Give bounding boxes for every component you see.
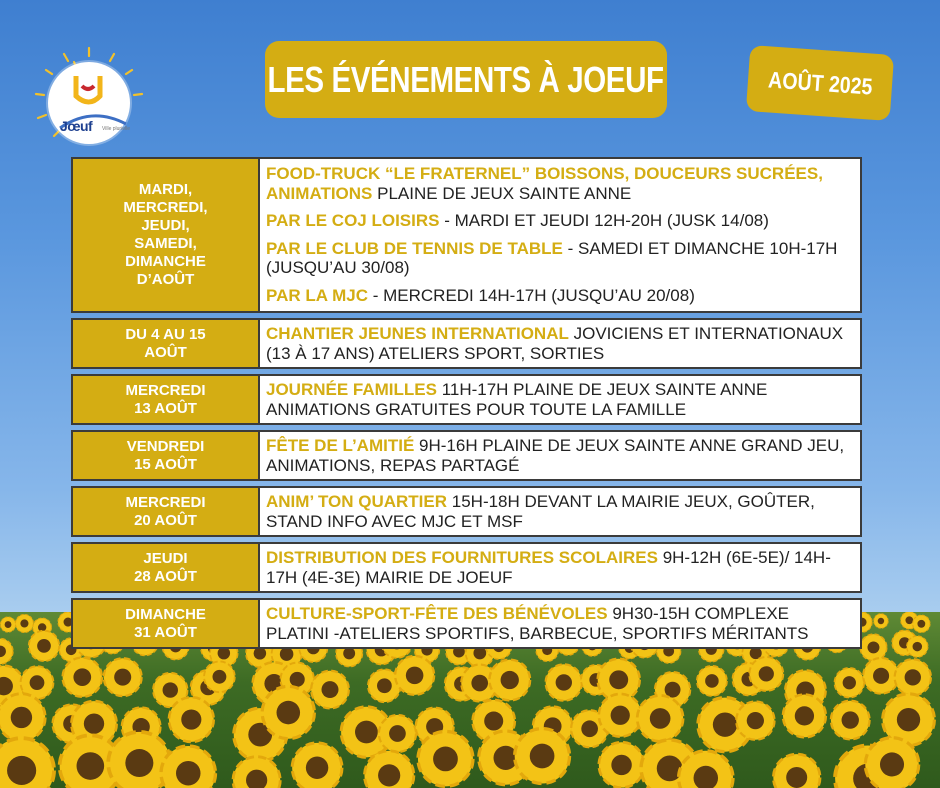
event-row-summer-activities <box>71 157 862 313</box>
event-details <box>258 159 860 311</box>
sunflower <box>0 617 15 632</box>
event-details <box>258 320 860 367</box>
sunflower <box>0 694 45 742</box>
event-details <box>258 488 860 535</box>
event-text: 11H-17H PLAINE DE JEUX SAINTE ANNE ANIMATIONS GRATUITES POUR TOUTE LA FAMILLE <box>266 380 768 419</box>
sunflower <box>835 668 865 698</box>
page-title: LES ÉVÉNEMENTS À JOEUF <box>267 58 665 100</box>
sunflower <box>0 738 54 788</box>
event-row-fournitures <box>71 542 862 593</box>
event-title: PAR LA MJC <box>266 285 368 305</box>
event-title: ANIM’ TON QUARTIER <box>266 492 448 511</box>
sunflower <box>637 695 683 741</box>
event-text: 9H-16H PLAINE DE JEUX SAINTE ANNE GRAND JEU, ANIMATIONS, REPAS PARTAGÉ <box>266 436 845 475</box>
event-row-chantier <box>71 318 862 369</box>
sunflower <box>0 639 13 664</box>
event-row-fete-amitie <box>71 430 862 481</box>
event-line-tennis <box>266 239 852 278</box>
event-details <box>258 376 860 423</box>
event-text: - MERCREDI 14H-17H (JUSQU’AU 20/08) <box>368 285 695 305</box>
date-badge <box>746 45 894 121</box>
event-date: DIMANCHE 31 AOÛT <box>73 600 258 647</box>
sunflower <box>311 671 349 709</box>
event-row-benevoles <box>71 598 862 649</box>
logo-text: Jœuf <box>60 118 93 134</box>
sunflower <box>292 743 342 788</box>
event-date: MERCREDI 20 AOÛT <box>73 488 258 535</box>
sunflower <box>233 757 280 788</box>
sunflower <box>515 729 570 784</box>
event-details <box>258 432 860 479</box>
sunflower <box>679 751 733 788</box>
event-text: JOVICIENS ET INTERNATIONAUX (13 À 17 ANS) ATELIERS SPORT, SORTIES <box>266 324 844 363</box>
sunflower <box>104 658 142 696</box>
sunflower <box>895 659 931 695</box>
event-line-coj <box>266 211 852 231</box>
sunflower <box>63 657 102 696</box>
sunflower <box>29 631 59 661</box>
sunflower <box>169 697 214 742</box>
sunflower <box>736 701 774 739</box>
event-date: DU 4 AU 15 AOÛT <box>73 320 258 367</box>
date-badge-text: AOÛT 2025 <box>767 65 873 100</box>
sunflower <box>262 686 314 738</box>
sunflower <box>907 636 928 657</box>
sunflower <box>204 661 235 692</box>
event-details <box>258 544 860 591</box>
sunflower <box>599 742 644 787</box>
event-title: DISTRIBUTION DES FOURNITURES SCOLAIRES <box>266 548 658 567</box>
event-date: VENDREDI 15 AOÛT <box>73 432 258 479</box>
joeuf-logo <box>26 40 144 144</box>
sunflower <box>161 746 215 788</box>
sunflower <box>773 754 820 788</box>
sunflower <box>874 614 888 628</box>
sunflower <box>489 660 530 701</box>
event-text: - MARDI ET JEUDI 12H-20H (JUSK 14/08) <box>439 211 769 230</box>
sunflower <box>365 751 414 788</box>
events-list <box>71 157 862 654</box>
event-title: CULTURE-SPORT-FÊTE DES BÉNÉVOLES <box>266 604 608 623</box>
event-text: 15H-18H DEVANT LA MAIRIE JEUX, GOÛTER, STAND INFO AVEC MJC ET MSF <box>266 492 815 531</box>
event-text: 9H30-15H COMPLEXE PLATINI -ATELIERS SPORTIFS, BARBECUE, SPORTIFS MÉRITANTS <box>266 604 809 643</box>
event-date: MERCREDI 13 AOÛT <box>73 376 258 423</box>
event-title: JOURNÉE FAMILLES <box>266 380 437 399</box>
event-text: - SAMEDI ET DIMANCHE 10H-17H (JUSQU’AU 30/08) <box>266 238 838 277</box>
sunflower <box>599 694 642 737</box>
sunflower <box>749 657 783 691</box>
event-row-anim-quartier <box>71 486 862 537</box>
event-title: CHANTIER JEUNES INTERNATIONAL <box>266 324 569 343</box>
sunflower <box>395 656 434 695</box>
sunflower <box>697 666 727 696</box>
event-title: FOOD-TRUCK “LE FRATERNEL” BOISSONS, DOUCEURS SUCRÉES, ANIMATIONS <box>266 164 823 203</box>
title-banner <box>265 41 667 118</box>
event-title: FÊTE DE L’AMITIÉ <box>266 436 415 455</box>
sunflower <box>546 664 582 700</box>
sunflower <box>831 701 870 740</box>
event-line-food-truck <box>266 164 852 203</box>
sunflower <box>860 634 887 661</box>
event-details <box>258 600 860 647</box>
sunflower <box>783 694 826 737</box>
sunflower <box>865 738 918 788</box>
event-row-journee-familles <box>71 374 862 425</box>
event-date: JEUDI 28 AOÛT <box>73 544 258 591</box>
event-line-mjc <box>266 286 852 306</box>
sunflower <box>15 614 33 632</box>
sunflower <box>863 658 899 694</box>
sunflower <box>379 715 416 752</box>
event-title: PAR LE CLUB DE TENNIS DE TABLE <box>266 238 563 258</box>
event-date: MARDI, MERCREDI, JEUDI, SAMEDI, DIMANCHE D’AOÛT <box>73 159 258 311</box>
event-title: PAR LE COJ LOISIRS <box>266 211 440 230</box>
event-text: PLAINE DE JEUX SAINTE ANNE <box>372 183 632 203</box>
sunflower <box>418 731 473 786</box>
event-text: 9H-12H (6E-5E)/ 14H-17H (4E-3E) MAIRIE DE JOEUF <box>266 548 831 587</box>
logo-tagline: Ville plurielle <box>102 126 130 132</box>
sunflower <box>913 615 930 632</box>
